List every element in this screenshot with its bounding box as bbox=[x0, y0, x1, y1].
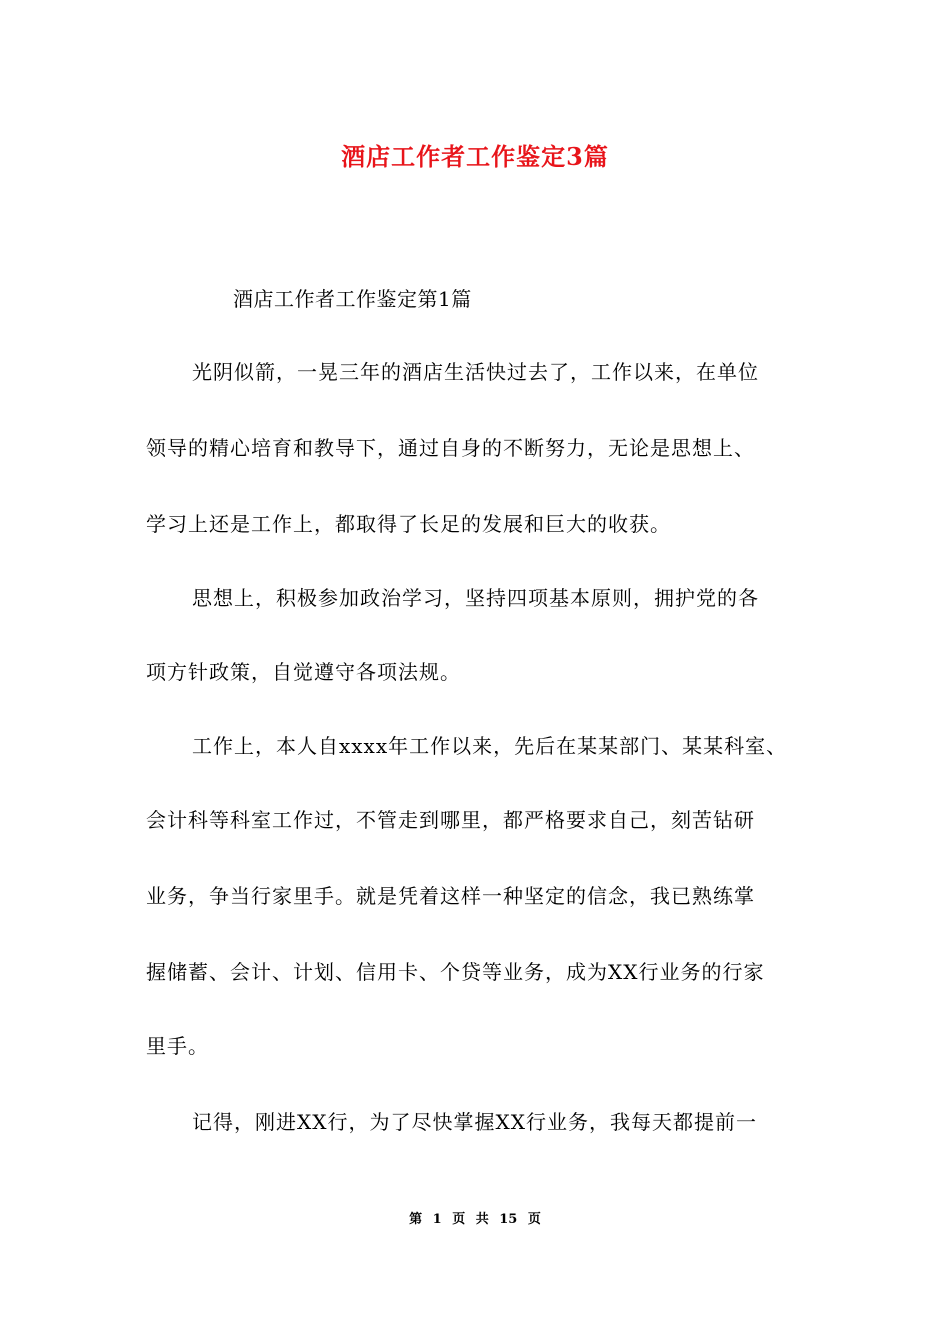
body-line: 领导的精心培育和教导下，通过自身的不断努力，无论是思想上、 bbox=[146, 436, 755, 460]
document-title: 酒店工作者工作鉴定3篇 bbox=[341, 142, 609, 171]
body-line: 项方针政策，自觉遵守各项法规。 bbox=[146, 660, 461, 684]
body-line: 学习上还是工作上，都取得了长足的发展和巨大的收获。 bbox=[146, 512, 671, 536]
body-line: 记得，刚进XX行，为了尽快掌握XX行业务，我每天都提前一 bbox=[192, 1110, 757, 1134]
body-line: 工作上，本人自xxxx年工作以来，先后在某某部门、某某科室、 bbox=[192, 734, 788, 758]
body-line: 光阴似箭，一晃三年的酒店生活快过去了，工作以来，在单位 bbox=[192, 360, 759, 384]
body-line: 里手。 bbox=[146, 1034, 209, 1058]
body-line: 握储蓄、会计、计划、信用卡、个贷等业务，成为XX行业务的行家 bbox=[146, 960, 765, 984]
section-heading: 酒店工作者工作鉴定第1篇 bbox=[233, 287, 472, 311]
body-line: 会计科等科室工作过，不管走到哪里，都严格要求自己，刻苦钻研 bbox=[146, 808, 755, 832]
body-line: 思想上，积极参加政治学习，坚持四项基本原则，拥护党的各 bbox=[192, 586, 759, 610]
body-line: 业务，争当行家里手。就是凭着这样一种坚定的信念，我已熟练掌 bbox=[146, 884, 755, 908]
page-number-footer: 第 1 页 共 15 页 bbox=[409, 1212, 541, 1227]
